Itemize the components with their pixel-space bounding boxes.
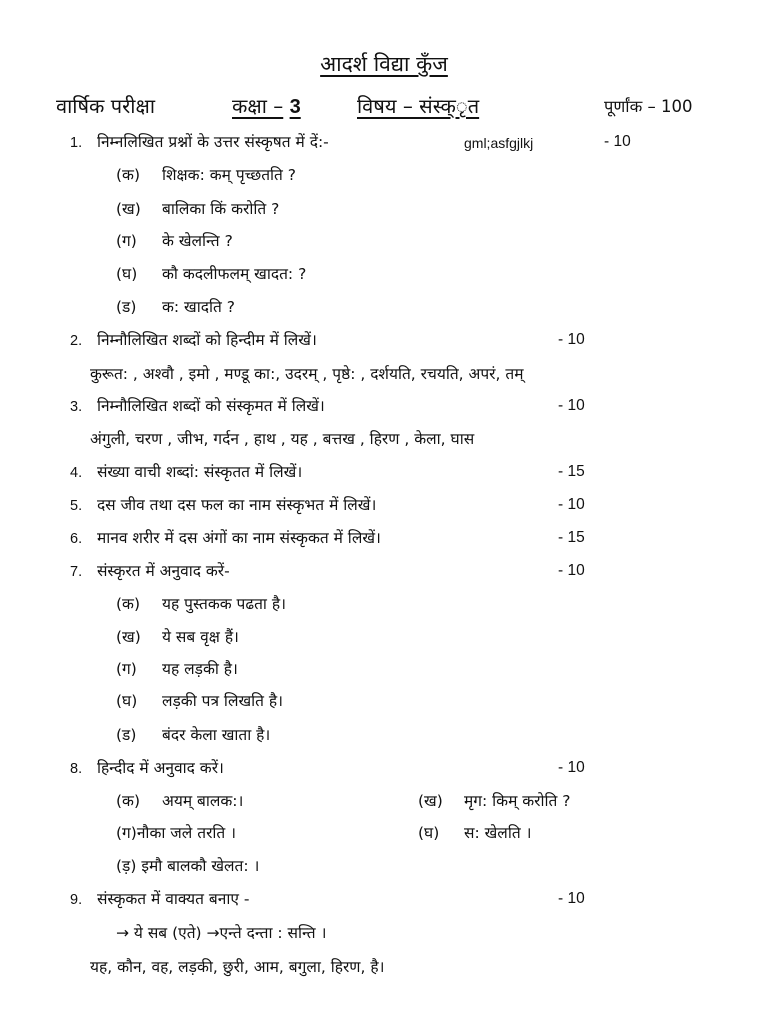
item-tag: (घ) — [418, 824, 440, 842]
school-name: आदर्श विद्या कुँज — [320, 52, 448, 76]
class-info — [232, 92, 301, 121]
list-item — [116, 593, 286, 615]
question-2 — [70, 329, 317, 352]
item-tag: (ड) — [116, 726, 137, 744]
question-number: 2. — [70, 333, 83, 349]
list-item — [418, 790, 571, 812]
question-marks: - 15 — [558, 529, 585, 546]
item-text: यह लड़की है। — [162, 660, 238, 678]
example-sentence: → ये सब (एते) →एन्ते दन्ता : सन्ति । — [116, 924, 327, 942]
exam-name: वार्षिक परीक्षा — [56, 94, 155, 118]
question-number: 1. — [70, 135, 83, 151]
question-number: 3. — [70, 399, 83, 415]
item-tag: (घ) — [116, 692, 138, 710]
question-text: निम्नलिखित प्रश्नों के उत्तर संस्कृषत में दें:- — [96, 133, 329, 151]
item-text: कौ कदलीफलम् खादत: ? — [162, 265, 307, 283]
item-text: बालिका किं करोति ? — [162, 200, 280, 218]
question-marks: - 10 — [558, 890, 585, 907]
item-tag: (ग) — [116, 660, 137, 678]
question-text: हिन्दीद में अनुवाद करें। — [96, 759, 224, 777]
word-list: यह, कौन, वह, लड़की, छुरी, आम, बगुला, हिरण, है। — [90, 958, 385, 976]
question-number: 7. — [70, 564, 83, 580]
subject: विषय – संस्क्ृत — [357, 94, 480, 118]
stray-note: gml;asfgjlkj — [464, 135, 534, 151]
question-number: 6. — [70, 531, 83, 547]
item-text: अयम् बालक:। — [162, 792, 244, 810]
item-text: के खेलन्ति ? — [162, 232, 233, 250]
question-number: 8. — [70, 761, 83, 777]
question-text: संस्कृकत में वाक्यत बनाए - — [96, 890, 250, 908]
item-tag: (क) — [116, 166, 140, 184]
question-marks: - 10 — [558, 397, 585, 414]
question-marks: - 10 — [604, 133, 631, 150]
question-3 — [70, 395, 325, 418]
item-text: लड़की पत्र लिखति है। — [162, 692, 284, 710]
item-text: क: खादति ? — [162, 298, 235, 316]
item-text: स: खेलति । — [464, 824, 532, 842]
question-number: 9. — [70, 892, 83, 908]
question-marks: - 10 — [558, 759, 585, 776]
item-text: इमौ बालकौ खेलत: । — [141, 857, 260, 875]
word-list: कुरूत: , अश्वौ , इमो , मण्डू का:, उदरम् , पृष्ठे: , दर्शयति, रचयति, अपरं, तम् — [90, 365, 524, 383]
list-item — [116, 822, 236, 844]
class-number: 3 — [289, 96, 301, 118]
question-text: संख्या वाची शब्दां: संस्कृतत में लिखें। — [96, 463, 303, 481]
question-marks: - 10 — [558, 331, 585, 348]
item-text: शिक्षक: कम् पृच्छतति ? — [162, 166, 297, 184]
list-item — [116, 198, 279, 220]
item-text: मृग: किम् करोति ? — [464, 792, 571, 810]
item-text: बंदर केला खाता है। — [162, 726, 271, 744]
question-marks: - 10 — [558, 562, 585, 579]
item-tag: (ख) — [418, 792, 443, 810]
item-tag: (ड़) — [116, 857, 137, 875]
question-7 — [70, 560, 230, 583]
list-item — [116, 230, 233, 252]
list-item — [116, 790, 243, 812]
question-text: दस जीव तथा दस फल का नाम संस्कृभत में लिखें। — [96, 496, 377, 514]
item-text: नौका जले तरति । — [136, 824, 237, 842]
item-tag: (ख) — [116, 200, 141, 218]
item-tag: (ग) — [116, 232, 137, 250]
item-tag: (ख) — [116, 628, 141, 646]
item-tag: (क) — [116, 792, 140, 810]
question-5 — [70, 494, 376, 517]
item-text: ये सब वृक्ष हैं। — [162, 628, 239, 646]
question-9 — [70, 888, 249, 911]
class-label: कक्षा – — [232, 94, 284, 118]
question-text: मानव शरीर में दस अंगों का नाम संस्कृकत में लिखें। — [96, 529, 381, 547]
list-item — [418, 822, 531, 844]
question-1 — [70, 131, 329, 154]
full-marks: पूर्णांक – 100 — [604, 97, 693, 116]
list-item — [116, 263, 306, 285]
list-item — [116, 626, 239, 648]
question-number: 4. — [70, 465, 83, 481]
question-text: निम्नौलिखित शब्दों को संस्कृमत में लिखें। — [96, 397, 325, 415]
question-marks: - 10 — [558, 496, 585, 513]
item-text: यह पुस्तकक पढता है। — [162, 595, 286, 613]
question-text: निम्नौलिखित शब्दों को हिन्दीम में लिखें। — [96, 331, 317, 349]
list-item — [116, 658, 238, 680]
question-4 — [70, 461, 302, 484]
item-tag: (ड) — [116, 298, 137, 316]
list-item — [116, 724, 270, 746]
list-item — [116, 164, 296, 186]
question-marks: - 15 — [558, 463, 585, 480]
question-8 — [70, 757, 224, 780]
question-text: संस्कृरत में अनुवाद करें- — [96, 562, 230, 580]
question-6 — [70, 527, 381, 550]
item-tag: (ग) — [116, 824, 137, 842]
item-tag: (क) — [116, 595, 140, 613]
question-number: 5. — [70, 498, 83, 514]
item-tag: (घ) — [116, 265, 138, 283]
word-list: अंगुली, चरण , जीभ, गर्दन , हाथ , यह , बत्तख , हिरण , केला, घास — [90, 430, 475, 448]
list-item — [116, 690, 283, 712]
list-item — [116, 296, 235, 318]
list-item — [116, 855, 259, 877]
